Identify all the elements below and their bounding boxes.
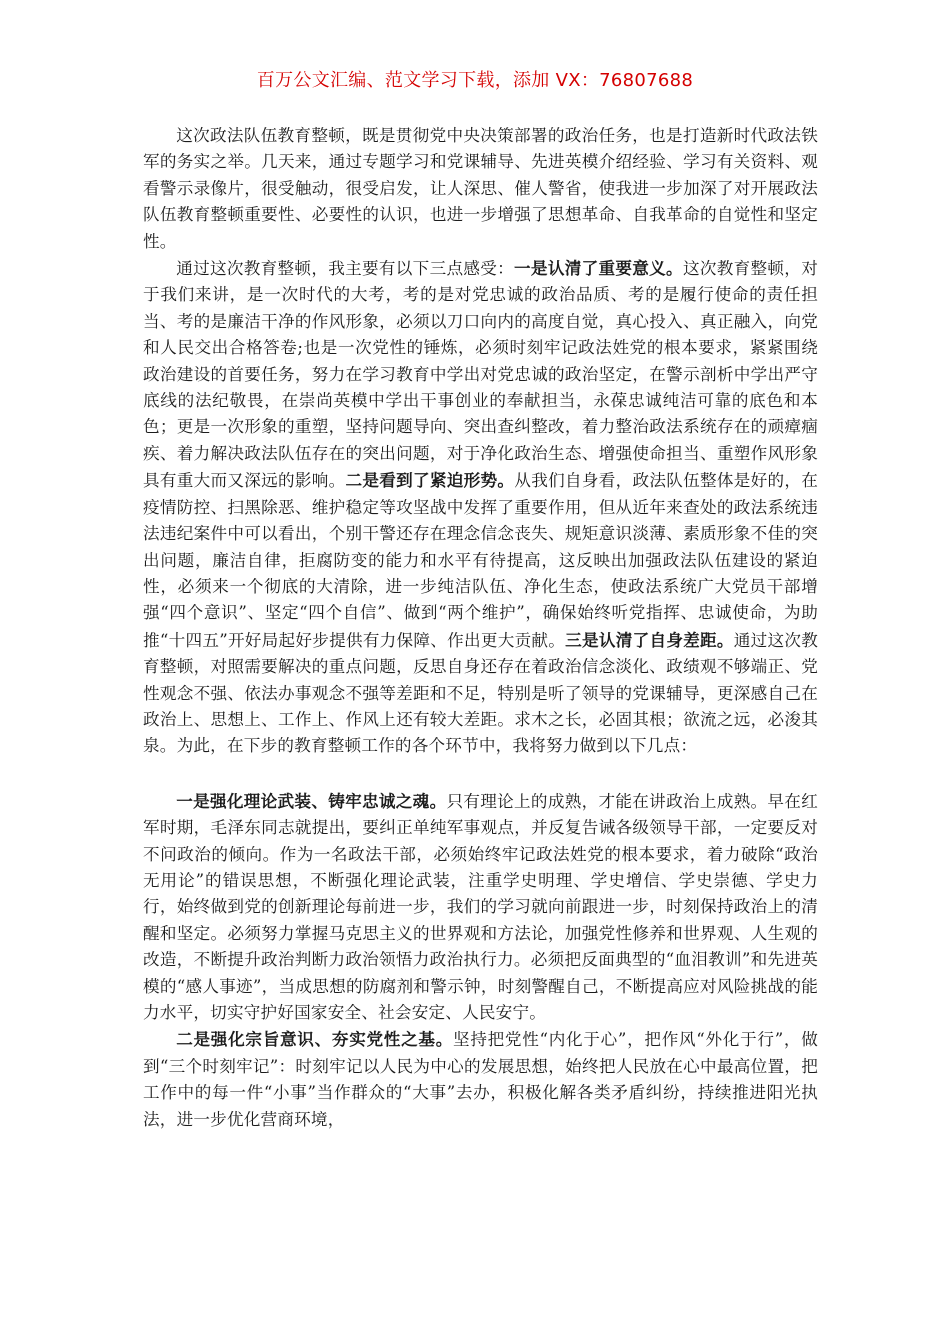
theory-text: 只有理论上的成熟，才能在讲政治上成熟。早在红军时期，毛泽东同志就提出，要纠正单纯军事观点，并反复告诫各级领导干部，一定要反对不问政治的倾向。作为一名政法干部，必须始终牢记政法姓党的根本要求，着力破除“政治无用论”的错误思想，不断强化理论武装，注重学史明理、学史增信、学史崇德、学史力行，始终做到党的创新理论每前进一步，我们的学习就向前跟进一步，时刻保持政治上的清醒和坚定。必须努力掌握马克思主义的世界观和方法论，加强党性修养和世界观、人生观的改造，不断提升政治判断力政治领悟力政治执行力。必须把反面典型的“血泪教训”和先进英模的“感人事迹”，当成思想的防腐剂和警示钟，时刻警醒自己，不断提高应对风险挑战的能力水平，切实守护好国家安全、社会安定、人民安宁。 bbox=[143, 791, 818, 1022]
heading-point-2: 二是看到了紧迫形势。 bbox=[345, 470, 515, 491]
document-body bbox=[143, 123, 818, 1133]
paragraph-theory bbox=[143, 788, 818, 1027]
purpose-text: 坚持把党性“内化于心”，把作风“外化于行”，做到“三个时刻牢记”：时刻牢记以人民为中心的发展思想，始终把人民放在心中最高位置，把工作中的每一件“小事”当作群众的“大事”去办，积极化解各类矛盾纠纷，持续推进阳光执法，进一步优化营商环境， bbox=[143, 1030, 818, 1129]
paragraph-lead: 通过这次教育整顿，我主要有以下三点感受： bbox=[176, 259, 515, 279]
heading-purpose: 二是强化宗旨意识、夯实党性之基。 bbox=[176, 1029, 454, 1050]
paragraph-purpose bbox=[143, 1026, 818, 1133]
paragraph-intro: 这次政法队伍教育整顿，既是贯彻党中央决策部署的政治任务，也是打造新时代政法铁军的务实之举。几天来，通过专题学习和党课辅导、先进英模介绍经验、学习有关资料、观看警示录像片，很受触动，很受启发，让人深思、催人警省，使我进一步加深了对开展政法队伍教育整顿重要性、必要性的认识，也进一步增强了思想革命、自我革命的自觉性和坚定性。 bbox=[143, 126, 818, 251]
paragraph-three-feelings bbox=[143, 255, 818, 760]
heading-point-3: 三是认清了自身差距。 bbox=[565, 629, 734, 650]
heading-theory: 一是强化理论武装、铸牢忠诚之魂。 bbox=[176, 790, 447, 811]
paragraph-gap bbox=[143, 760, 818, 788]
promo-header: 百万公文汇编、范文学习下载，添加 VX：76807688 bbox=[256, 70, 694, 91]
point-3-text: 通过这次教育整顿，对照需要解决的重点问题，反思自身还存在着政治信念淡化、政绩观不够端正、党性观念不强、依法办事观念不强等差距和不足，特别是听了领导的党课辅导，更深感自己在政治上、思想上、工作上、作风上还有较大差距。求木之长，必固其根；欲流之远，必浚其泉。为此，在下步的教育整顿工作的各个环节中，我将努力做到以下几点： bbox=[143, 630, 819, 756]
heading-point-1: 一是认清了重要意义。 bbox=[514, 258, 683, 279]
point-2-text: 从我们自身看，政法队伍整体是好的，在疫情防控、扫黑除恶、维护稳定等攻坚战中发挥了重要作用，但从近年来查处的政法系统违法违纪案件中可以看出，个别干警还存在理念信念丧失、规矩意识淡薄、素质形象不佳的突出问题，廉洁自律，拒腐防变的能力和水平有待提高，这反映出加强政法队伍建设的紧迫性，必须来一个彻底的大清除，进一步纯洁队伍、净化生态，使政法系统广大党员干部增强“四个意识”、坚定“四个自信”、做到“两个维护”，确保始终听党指挥、忠诚使命，为助推“十四五”开好局起好步提供有力保障、作出更大贡献。 bbox=[143, 471, 819, 650]
point-1-text: 这次教育整顿，对于我们来讲，是一次时代的大考，考的是对党忠诚的政治品质、考的是履行使命的责任担当、考的是廉洁干净的作风形象，必须以刀口向内的高度自觉，真心投入、真正融入，向党和人民交出合格答卷;也是一次党性的锤炼，必须时刻牢记政法姓党的根本要求，紧紧围绕政治建设的首要任务，努力在学习教育中学出对党忠诚的政治坚定，在警示剖析中学出严守底线的法纪敬畏，在崇尚英模中学出干事创业的奉献担当，永葆忠诚纯洁可靠的底色和本色；更是一次形象的重塑，坚持问题导向、突出查纠整改，着力整治政法系统存在的顽瘴痼疾、着力解决政法队伍存在的突出问题，对于净化政治生态、增强使命担当、重塑作风形象具有重大而又深远的影响。 bbox=[143, 259, 818, 491]
